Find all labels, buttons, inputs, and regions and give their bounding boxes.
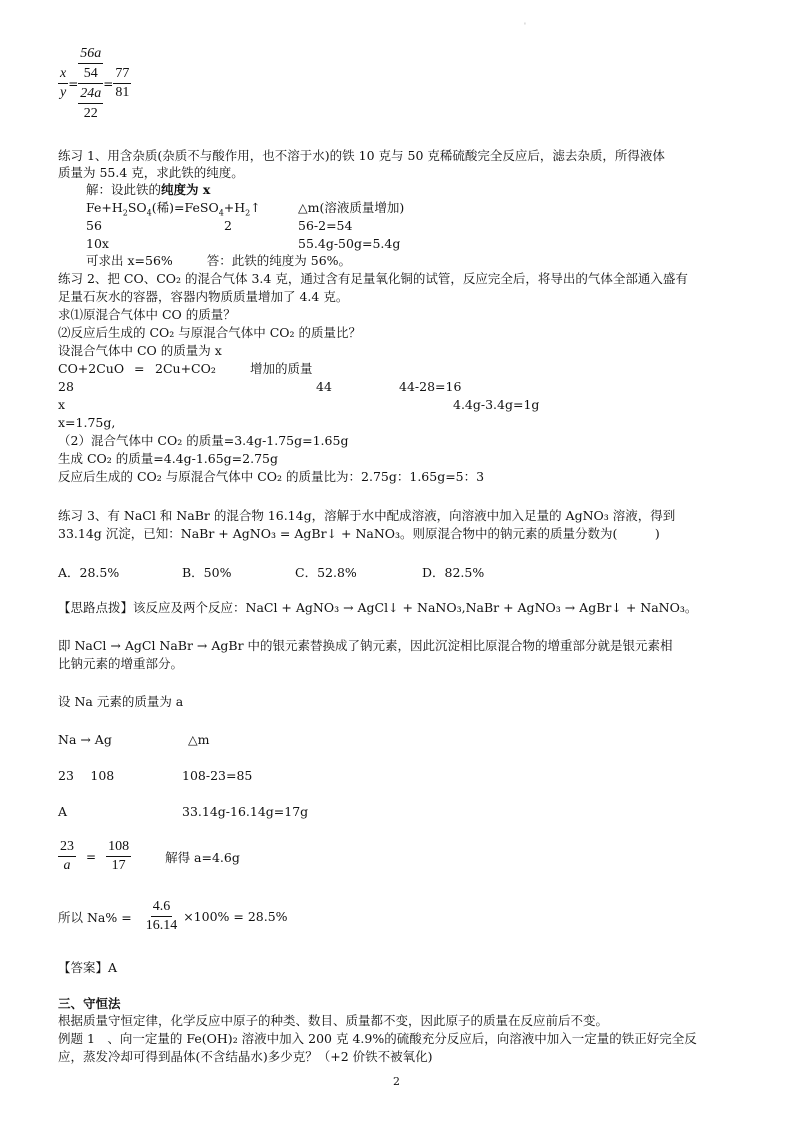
ratio-equation: $\frac{23}{a}$ = $\frac{108}{17}$ 解得 a=4.6g bbox=[60, 839, 240, 873]
option-a: A．28.5% bbox=[58, 565, 120, 580]
ex1-answer: 可求出 x=56% 答：此铁的纯度为 56%。 bbox=[86, 253, 352, 268]
option-d: D．82.5% bbox=[422, 565, 485, 580]
percentage-equation: 所以 Na% = $\frac{4.6}{16.14}$ ×100% = 28.5% bbox=[58, 899, 288, 933]
top-mark: ' bbox=[524, 22, 526, 30]
ex2-line1: 练习 2、把 CO、CO₂ 的混合气体 3.4 克，通过含有足量氧化铜的试管，反应完全后，将导出的气体全部通入盛有 bbox=[58, 271, 688, 286]
lhs-fraction: $\frac{x}{y}$ bbox=[60, 66, 67, 100]
big-fraction: $\frac{\frac{56a}{54}}{\frac{24a}{22}}$ bbox=[80, 46, 102, 121]
section-title: 三、守恒法 bbox=[58, 996, 121, 1011]
formula-x-over-y: $\frac{x}{y}$ = $\frac{\frac{56a}{54}}{\frac{24a}{22}}$ = $\frac{77}{81}$ bbox=[60, 46, 130, 121]
ex1-line2: 质量为 55.4 克，求此铁的纯度。 bbox=[58, 165, 244, 180]
option-b: B．50% bbox=[182, 565, 232, 580]
hint: 【思路点拨】该反应及两个反应：NaCl + AgNO₃ → AgCl↓ + NaNO₃,NaBr + AgNO₃ → AgBr↓ + NaNO₃。 bbox=[58, 600, 698, 615]
ex3-line1: 练习 3、有 NaCl 和 NaBr 的混合物 16.14g，溶解于水中配成溶液，向溶液中加入足量的 AgNO₃ 溶液，得到 bbox=[58, 508, 676, 523]
ex3-line2: 33.14g 沉淀，已知：NaBr + AgNO₃ = AgBr↓ + NaNO₃。则原混合物中的钠元素的质量分数为( ) bbox=[58, 526, 660, 541]
page-number: 2 bbox=[393, 1075, 400, 1088]
ex1-line1: 练习 1、用含杂质(杂质不与酸作用，也不溶于水)的铁 10 克与 50 克稀硫酸完全反应后，滤去杂质，所得液体 bbox=[58, 148, 665, 163]
answer: 【答案】A bbox=[58, 960, 118, 975]
ex1-solution: 解：设此铁的纯度为 x bbox=[86, 182, 211, 197]
rhs-fraction: $\frac{77}{81}$ bbox=[115, 66, 130, 100]
document-page: ' $\frac{x}{y}$ = $\frac{\frac{56a}{54}}{\frac{24a}{22}}$ = $\frac{77}{81}$ 练习 1、用含杂质(杂质不与酸作用，也不溶于水)的铁 10 克与 50 克稀硫酸完全反应后，滤去杂质，所得液体 质量为 55.4 克，求此铁的纯度。 解：设此铁的纯度为 x $Fe+H_2SO_4$(稀)$=FeSO_4+H_2↑$ △m(溶液质量增加) 56 2 56-2=54 10x 55.4g-50g=5.4g 可求出 x=56% 答：此铁的纯度为 56%。 练习 2、把 CO、CO₂ 的混合气体 3.4 克，通过含有足量氧化铜的试管，反应完全后，将导出的气体全部通入盛有 足量石灰水的容器，容器内物质质量增加了 4.4 克。 求⑴原混合气体中 CO 的质量？ ⑵反应后生成的 CO₂ 与原混合气体中 CO₂ 的质量比？ 设混合气体中 CO 的质量为 x CO+2CuO = 2Cu+CO₂ 增加的质量 28 44 44-28=16 x 4.4g-3.4g=1g x=1.75g, （2）混合气体中 CO₂ 的质量=3.4g-1.75g=1.65g 生成 CO₂ 的质量=4.4g-1.65g=2.75g 反应后生成的 CO₂ 与原混合气体中 CO₂ 的质量比为：2.75g：1.65g=5：3 练习 3、有 NaCl 和 NaBr 的混合物 16.14g，溶解于水中配成溶液，向溶液中加入足量的 AgNO₃ 溶液，得到 33.14g 沉淀，已知：NaBr + AgNO₃ = AgBr↓ + NaNO₃。则原混合物中的钠元素的质量分数为( ) A．28.5% B．50% C．52.8% D．82.5% 【思路点拨】该反应及两个反应：NaCl + AgNO₃ → AgCl↓ + NaNO₃,NaBr + AgNO₃ → AgBr↓ + NaNO₃。 即 NaCl → AgCl NaBr → AgBr 中的银元素替换成了钠元素，因此沉淀相比原混合物的增重部分就是银元素相 比钠元素的增重部分。 设 Na 元素的质量为 a Na → Ag △m 23 108 108-23=85 A 33.14g-16.14g=17g $\frac{23}{a}$ = $\frac{108}{17}$ 解得 a=4.6g 所以 Na% = $\frac{4.6}{16.14}$ ×100% = 28.5% 【答案】A 三、守恒法 根据质量守恒定律，化学反应中原子的种类、数目、质量都不变，因此原子的质量在反应前后不变。 例题 1 、向一定量的 Fe(OH)₂ 溶液中加入 200 克 4.9%的硫酸充分反应后，向溶液中加入一定量的铁正好完全反 应，蒸发冷却可得到晶体(不含结晶水)多少克？（+2 价铁不被氧化) 2 bbox=[58, 22, 698, 1088]
ex2-line2: 足量石灰水的容器，容器内物质质量增加了 4.4 克。 bbox=[58, 289, 349, 304]
ex1-delta-m: △m(溶液质量增加) bbox=[298, 200, 405, 215]
option-c: C．52.8% bbox=[295, 565, 357, 580]
ex1-equation: $Fe+H_2SO_4$(稀)$=FeSO_4+H_2↑$ bbox=[86, 200, 261, 218]
